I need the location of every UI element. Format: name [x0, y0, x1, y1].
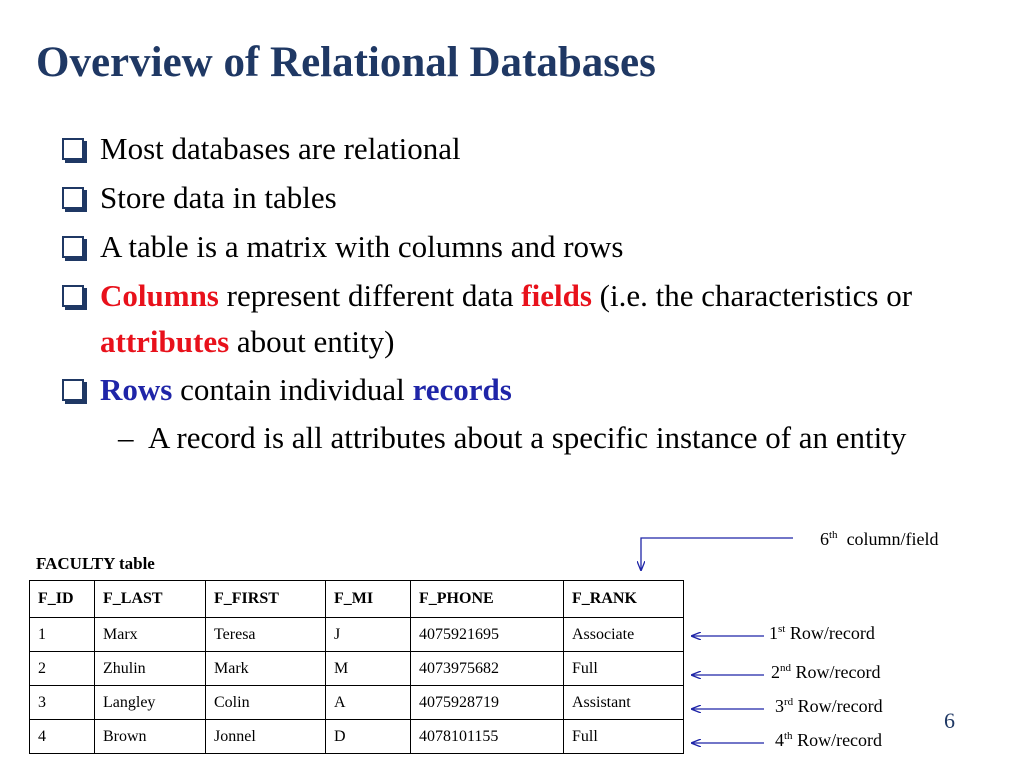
table-cell: Full: [564, 720, 684, 754]
table-cell: 2: [30, 652, 95, 686]
table-cell: 4078101155: [411, 720, 564, 754]
annotation-text: column/field: [846, 529, 939, 549]
row-annotation-label-2: [771, 662, 880, 683]
row-annotation-label-1: [769, 623, 875, 644]
page-number: 6: [944, 708, 955, 733]
keyword-fields: fields: [521, 277, 592, 313]
table-cell: 4: [30, 720, 95, 754]
table-cell: Colin: [206, 686, 326, 720]
column-header: F_LAST: [95, 581, 206, 618]
keyword-records: records: [412, 372, 512, 408]
column-header: F_PHONE: [411, 581, 564, 618]
ordinal-number: 4: [775, 730, 784, 750]
bullet-text-part: (i.e. the characteristics or: [591, 277, 913, 313]
table-cell: Jonnel: [206, 720, 326, 754]
column-arrow: [641, 538, 793, 570]
ordinal-number: 6: [820, 529, 829, 549]
row-annotation-label-4: [775, 730, 882, 751]
keyword-attributes: attributes: [100, 323, 230, 359]
slide-title: Overview of Relational Databases: [36, 39, 656, 86]
table-cell: 3: [30, 686, 95, 720]
row-annotation-label-3: [775, 696, 883, 717]
bullet-text-part: contain individual: [172, 372, 413, 408]
table-cell: Assistant: [564, 686, 684, 720]
table-cell: Langley: [95, 686, 206, 720]
table-cell: Teresa: [206, 618, 326, 652]
table-cell: 4075928719: [411, 686, 564, 720]
table-cell: Brown: [95, 720, 206, 754]
annotation-text: Row/record: [797, 730, 883, 750]
ordinal-suffix: th: [829, 529, 838, 541]
column-header: F_MI: [326, 581, 411, 618]
table-cell: Associate: [564, 618, 684, 652]
column-annotation-label: [820, 529, 939, 550]
keyword-rows: Rows: [100, 372, 173, 408]
keyword-columns: Columns: [100, 277, 219, 313]
ordinal-number: 2: [771, 662, 780, 682]
bullet-text-part: about entity): [229, 323, 395, 359]
table-cell: Mark: [206, 652, 326, 686]
annotation-text: Row/record: [795, 662, 881, 682]
table-cell: 4073975682: [411, 652, 564, 686]
table-cell: 4075921695: [411, 618, 564, 652]
table-cell: 1: [30, 618, 95, 652]
ordinal-number: 1: [769, 623, 778, 643]
table-cell: J: [326, 618, 411, 652]
bullet-text: A table is a matrix with columns and rows: [100, 228, 624, 264]
ordinal-suffix: nd: [780, 662, 791, 674]
table-caption: FACULTY table: [36, 554, 155, 573]
column-header: F_ID: [30, 581, 95, 618]
table-cell: M: [326, 652, 411, 686]
column-header: F_FIRST: [206, 581, 326, 618]
ordinal-suffix: th: [784, 730, 793, 742]
ordinal-number: 3: [775, 696, 784, 716]
annotation-text: Row/record: [789, 623, 875, 643]
dash-bullet: –: [118, 420, 134, 456]
bullet-text-part: represent different data: [218, 277, 522, 313]
table-cell: D: [326, 720, 411, 754]
table-cell: A: [326, 686, 411, 720]
bullet-text: Most databases are relational: [100, 131, 461, 166]
annotation-text: Row/record: [797, 696, 883, 716]
sub-bullet-text: A record is all attributes about a specific instance of an entity: [148, 420, 907, 456]
table-cell: Full: [564, 652, 684, 686]
ordinal-suffix: st: [778, 623, 786, 635]
column-header: F_RANK: [564, 581, 684, 618]
ordinal-suffix: rd: [784, 696, 794, 708]
bullet-text: Store data in tables: [100, 179, 337, 215]
table-cell: Marx: [95, 618, 206, 652]
table-cell: Zhulin: [95, 652, 206, 686]
